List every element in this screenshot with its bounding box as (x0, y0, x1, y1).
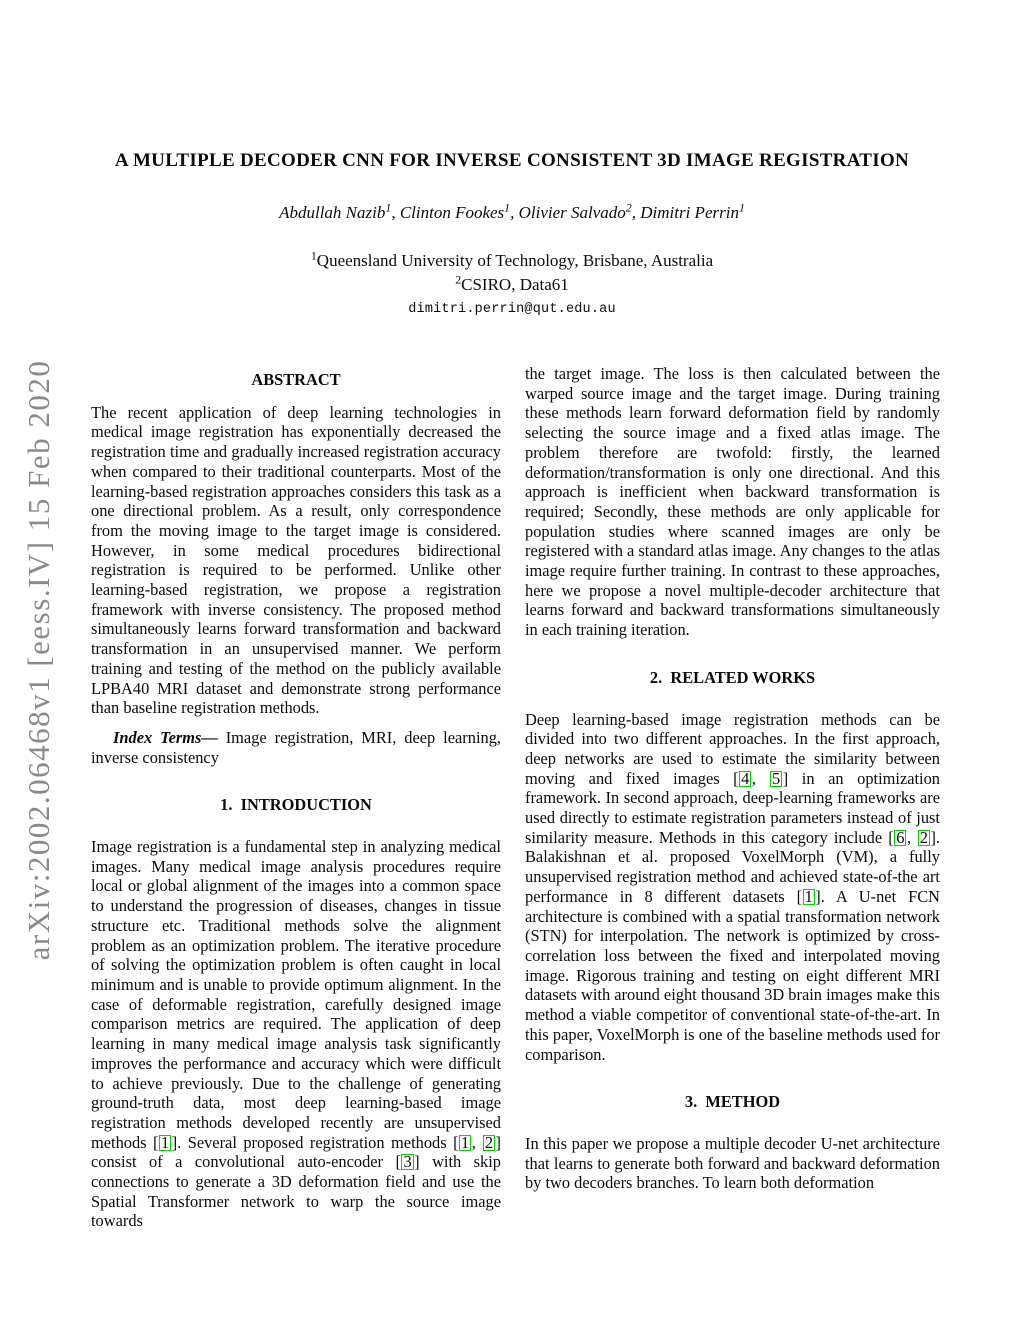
method-heading: 3. METHOD (684, 1092, 781, 1112)
index-terms-label: Index Terms— (113, 727, 218, 747)
citation-link[interactable]: 1 (461, 1132, 470, 1152)
affiliation-1: $^1$Queensland University of Technology, Brisbane, Australia (310, 248, 714, 270)
citation-link[interactable]: 1 (804, 886, 813, 906)
index-terms: Index Terms— Image registration, MRI, deep learning, inverse consistency (91, 727, 501, 767)
introduction-paragraph: Image registration is a fundamental step in analyzing medical images. Many medical image analysis procedures require local or global alignment of the images into a common space to understand the progression of diseases, changes in tissue structure etc. Traditional methods solve the alignment problem as an optimization problem. The iterative procedure of solving the optimization problem is often caught in local minimum and is unable to provide optimum alignment. In the case of deformable registration, carefully designed image comparison metrics are required. The application of deep learning in many medical image analysis task significantly improves the performance and accuracy which were difficult to achieve previously. Due to the challenge of generating ground-truth data, most deep learning-based image registration methods developed recently are unsupervised methods [ 1 ]. Several proposed registration methods [ 1 , 2 ] consist of a convolutional auto-encoder [ 3 ] with skip connections to generate a 3D deformation field and use the Spatial Transformer network to warp the source image towards (91, 837, 501, 1231)
citation-link[interactable]: 1 (160, 1132, 170, 1152)
affiliation-2: $^2$CSIRO, Data61 (455, 272, 569, 294)
citation-link[interactable]: 2 (919, 827, 928, 847)
related-works-heading: 2. RELATED WORKS (649, 667, 816, 687)
citation-link[interactable]: 5 (772, 768, 781, 788)
related-works-paragraph: Deep learning-based image registration methods can be divided into two different approaches. In the first approach, deep networks are used to estimate the similarity between moving and fixed images [ 4 , 5 ] in an optimization framework. In second approach, deep-learning frameworks are used directly to estimate registration parameters instead of just similarity measure. Methods in this category include [ 6 , 2 ]. Balakishnan et al. proposed VoxelMorph (VM), a fully unsupervised registration method and achieved state-of-the art performance in 8 different datasets [ 1 ]. A U-net FCN architecture is combined with a spatial transformation network (STN) for interpolation. The network is optimized by cross-correlation loss between the fixed and interpolated moving image. Rigorous training and testing on eight different MRI datasets with around eight thousand 3D brain images make this method a viable competitor of conventional state-of-the-art. In this paper, VoxelMorph is one of the baseline methods used for comparison. (525, 709, 941, 1064)
superscript-marker: 1 (385, 200, 392, 215)
abstract-text: The recent application of deep learning technologies in medical image registration has exponentially decreased the registration time and gradually increased registration accuracy when compared to their traditional counterparts. Most of the learning-based registration approaches considers this task as a one directional problem. As a result, only correspondence from the moving image to the target image is considered. However, in some medical procedures bidirectional registration is required to be performed. Unlike other learning-based registration, we propose a registration framework with inverse consistency. The proposed method simultaneously learns forward transformation and backward transformation in an unsupervised manner. We perform training and testing of the method on the publicly available LPBA40 MRI dataset and demonstrate strong performance than baseline registration methods. (91, 402, 501, 718)
superscript-marker: 1 (738, 200, 745, 215)
arxiv-watermark: arXiv:2002.06468v1 [eess.IV] 15 Feb 2020 (21, 359, 56, 961)
introduction-continuation: the target image. The loss is then calculated between the warped source image and the target image. During training these methods learn forward deformation field by randomly selecting the source image and a fixed atlas image. The problem therefore are twofold: firstly, the learned deformation/transformation is only one directional. And this approach is inefficient when backward transformation is required; Secondly, these methods are only applicable for population studies where scanned images are only be registered with a standard atlas image. Any changes to the atlas image require further training. In contrast to these approaches, here we propose a novel multiple-decoder architecture that learns forward and backward transformations simultaneously in each training iteration. (525, 364, 940, 640)
superscript-marker: 1 (310, 248, 317, 263)
authors-line: Abdullah Nazib$^1$, Clinton Fookes$^1$, Olivier Salvado$^2$, Dimitri Perrin$^1$ (279, 200, 745, 222)
paper-title: A MULTIPLE DECODER CNN FOR INVERSE CONSISTENT 3D IMAGE REGISTRATION (114, 150, 910, 171)
superscript-marker: 2 (625, 200, 632, 215)
citation-link[interactable]: 3 (403, 1152, 412, 1172)
introduction-heading: 1. INTRODUCTION (220, 795, 372, 815)
abstract-heading: ABSTRACT (251, 370, 341, 389)
citation-link[interactable]: 4 (741, 768, 750, 788)
left-column (91, 364, 501, 1231)
superscript-marker: 1 (504, 200, 511, 215)
method-paragraph: In this paper we propose a multiple decoder U-net architecture that learns to generate both forward and backward deformation by two decoders branches. To learn both deformation (525, 1133, 940, 1193)
citation-link[interactable]: 6 (896, 827, 905, 847)
contact-email: dimitri.perrin@qut.edu.au (408, 302, 616, 317)
citation-link[interactable]: 2 (484, 1132, 494, 1152)
right-column (525, 364, 940, 1193)
superscript-marker: 2 (455, 272, 462, 287)
